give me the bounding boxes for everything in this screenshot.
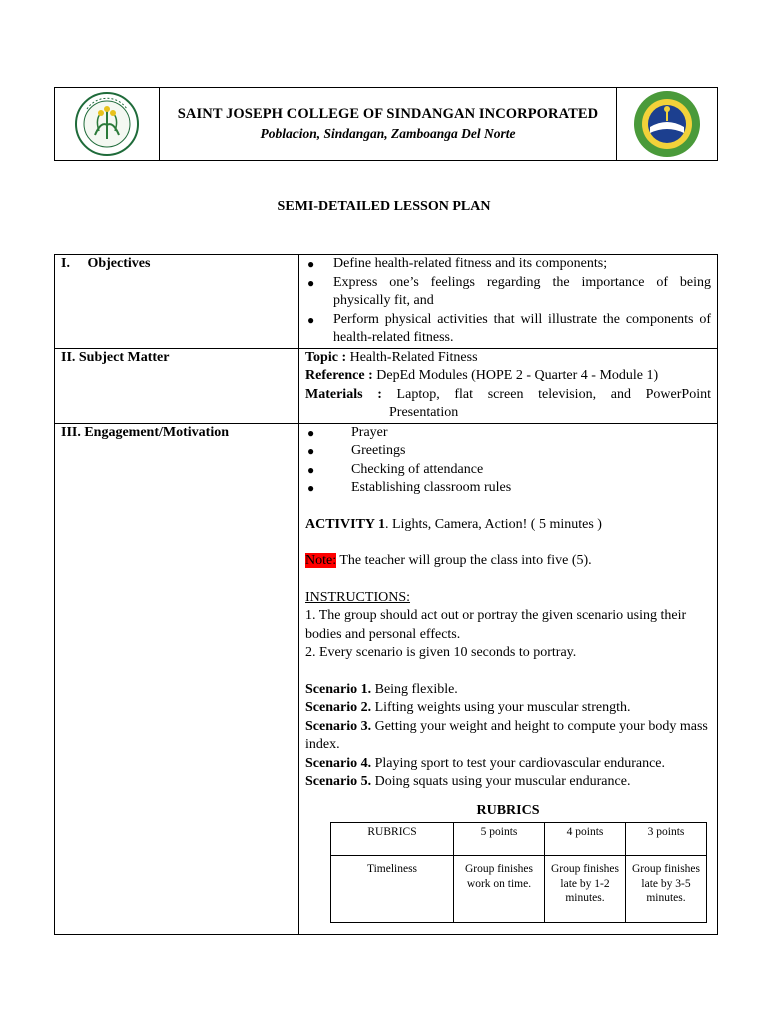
engagement-label: III. Engagement/Motivation <box>55 423 299 934</box>
activity-label: ACTIVITY 1 <box>305 516 385 532</box>
school-seal-logo <box>55 88 160 160</box>
rubrics-header-cell: RUBRICS <box>331 823 454 856</box>
note-text: The teacher will group the class into five (5). <box>336 553 592 568</box>
lesson-plan-table <box>54 254 718 935</box>
scenario-text: Playing sport to test your cardiovascular endurance. <box>371 755 666 771</box>
topic-value: Health-Related Fitness <box>349 349 478 365</box>
school-name: SAINT JOSEPH COLLEGE OF SINDANGAN INCORPORATED <box>177 106 599 122</box>
rubrics-cell: Group finishes work on time. <box>454 856 545 923</box>
routine-item: ● Greetings <box>305 442 711 461</box>
objectives-content <box>299 255 718 349</box>
reference-line <box>305 367 711 386</box>
rubrics-title: RUBRICS <box>476 802 540 818</box>
objectives-label: I. Objectives <box>55 255 299 349</box>
scenario-item <box>305 773 711 792</box>
scenario-item <box>305 699 711 718</box>
materials-continuation: Presentation <box>389 405 459 420</box>
scenario-label: Scenario 3. <box>305 718 372 734</box>
materials-line <box>305 386 711 405</box>
scenario-item <box>305 718 711 755</box>
scenario-label: Scenario 4. <box>305 755 372 771</box>
reference-label: Reference : <box>305 368 377 383</box>
instruction-item: 2. Every scenario is given 10 seconds to portray. <box>305 645 577 660</box>
scenario-item <box>305 681 711 700</box>
reference-value: DepEd Modules (HOPE 2 - Quarter 4 - Module 1) <box>376 368 659 383</box>
rubrics-cell: Group finishes late by 1-2 minutes. <box>545 856 626 923</box>
topic-line <box>305 349 711 368</box>
scenario-text: Lifting weights using your muscular strength. <box>371 700 631 715</box>
subject-matter-label: II. Subject Matter <box>55 348 299 423</box>
scenario-label: Scenario 1. <box>305 681 372 697</box>
materials-label: Materials : <box>305 386 397 402</box>
rubrics-table <box>330 822 707 923</box>
rubrics-cell: Group finishes late by 3-5 minutes. <box>626 856 707 923</box>
objective-item: ● Perform physical activities that will illustrate the components of health-related fitness. <box>305 311 711 348</box>
engagement-content <box>299 423 718 934</box>
subject-matter-row <box>55 348 718 423</box>
routine-item: ● Establishing classroom rules <box>305 479 711 498</box>
objective-item: ● Define health-related fitness and its components; <box>305 255 711 274</box>
activity-title: . Lights, Camera, Action! ( 5 minutes ) <box>385 516 602 532</box>
school-seal-icon <box>65 91 149 157</box>
rubrics-header-cell: 5 points <box>454 823 545 856</box>
lesson-plan-title: SEMI-DETAILED LESSON PLAN <box>277 199 491 214</box>
deped-seal-icon <box>624 89 710 159</box>
activity-heading <box>305 516 711 535</box>
instructions-heading: INSTRUCTIONS: <box>305 589 411 605</box>
rubrics-cell: Timeliness <box>331 856 454 923</box>
scenario-item <box>305 755 711 774</box>
objectives-list <box>305 255 711 348</box>
note-label: Note: <box>305 553 337 568</box>
rubrics-header-row <box>331 823 707 856</box>
school-header <box>54 87 718 161</box>
scenario-text: Doing squats using your muscular endurance. <box>371 774 631 789</box>
engagement-row <box>55 423 718 934</box>
scenario-text: Getting your weight and height to compute your body mass index. <box>305 718 708 752</box>
rubrics-header-cell: 3 points <box>626 823 707 856</box>
school-address: Poblacion, Sindangan, Zamboanga Del Norte <box>260 126 516 141</box>
scenario-label: Scenario 5. <box>305 774 372 789</box>
objectives-row <box>55 255 718 349</box>
routine-item: ● Checking of attendance <box>305 461 711 480</box>
materials-value: Laptop, flat screen television, and PowerPoint <box>396 386 711 402</box>
note-line <box>305 552 711 571</box>
topic-label: Topic : <box>305 349 350 365</box>
subject-matter-content <box>299 348 718 423</box>
routine-item: ● Prayer <box>305 424 711 443</box>
rubrics-header-cell: 4 points <box>545 823 626 856</box>
scenario-text: Being flexible. <box>371 681 458 697</box>
scenario-label: Scenario 2. <box>305 700 372 715</box>
rubrics-row <box>331 856 707 923</box>
deped-seal-logo <box>616 88 717 160</box>
instruction-item: 1. The group should act out or portray the given scenario using their bodies and personal effects. <box>305 608 687 642</box>
routine-list <box>305 424 711 498</box>
objective-item: ● Express one’s feelings regarding the importance of being physically fit, and <box>305 274 711 311</box>
